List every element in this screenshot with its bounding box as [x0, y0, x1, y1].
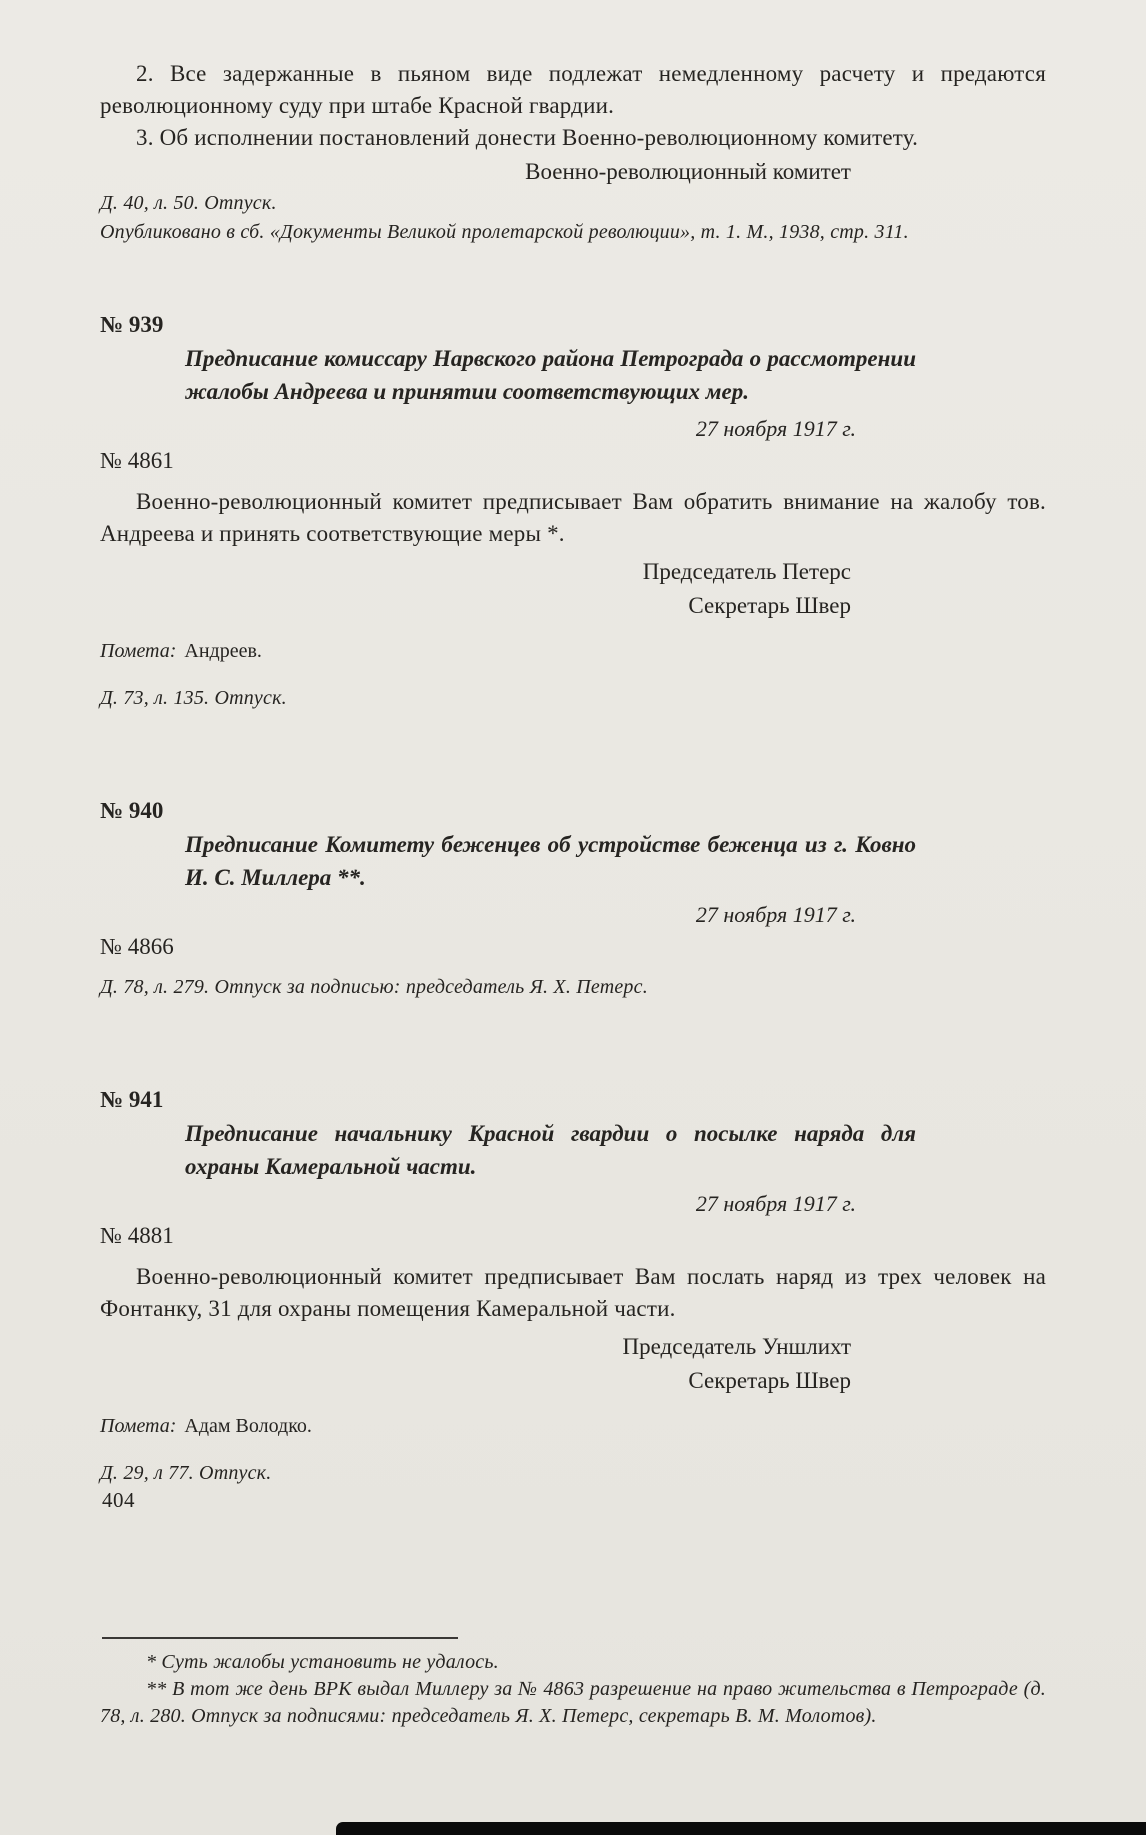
note-line: [100, 638, 1046, 665]
signature-secretary: Секретарь Швер: [688, 1368, 851, 1393]
footnote-1: * Суть жалобы установить не удалось.: [146, 1651, 499, 1673]
registry-number: № 4861: [100, 448, 174, 473]
footnote-2: ** В тот же день ВРК выдал Миллеру за № 4863 разрешение на право жительства в Петрограде (д. 78, л. 280. Отпуск за подписями: председатель Я. Х. Петерс, секретарь В. М. Молотов).: [100, 1678, 1046, 1727]
document-939: [100, 312, 1046, 712]
document-number: № 939: [100, 312, 164, 337]
document-940: [100, 798, 1046, 1001]
document-body: Военно-революционный комитет предписывает Вам обратить внимание на жалобу тов. Андреева и принять соответствующие меры *.: [100, 489, 1046, 546]
document-date: 27 ноября 1917 г.: [695, 902, 856, 927]
archive-reference: Д. 73, л. 135. Отпуск.: [100, 687, 287, 709]
document-title: Предписание Комитету беженцев об устройстве беженца из г. Ковно И. С. Миллера **.: [185, 832, 916, 890]
document-date: 27 ноября 1917 г.: [695, 1191, 856, 1216]
note-value: Андреев.: [184, 640, 262, 662]
document-title: Предписание начальнику Красной гвардии о посылке наряда для охраны Камеральной части.: [185, 1121, 916, 1179]
archive-reference: Д. 40, л. 50. Отпуск.: [100, 192, 277, 214]
signature-chairman: Председатель Уншлихт: [622, 1334, 851, 1359]
note-label: Помета:: [100, 1415, 177, 1437]
footnote-separator: [102, 1637, 458, 1639]
publication-reference: Опубликовано в сб. «Документы Великой пролетарской революции», т. 1. М., 1938, стр. 311.: [100, 221, 909, 243]
archive-reference: Д. 29, л 77. Отпуск.: [100, 1462, 272, 1484]
document-body: Военно-революционный комитет предписывает Вам послать наряд из трех человек на Фонтанку, 31 для охраны помещения Камеральной части.: [100, 1264, 1046, 1321]
registry-number: № 4881: [100, 1223, 174, 1248]
signature-block: [100, 1331, 1046, 1397]
document-941: [100, 1087, 1046, 1487]
document-number: № 940: [100, 798, 164, 823]
paragraph-item-3: 3. Об исполнении постановлений донести Военно-революционному комитету.: [136, 125, 919, 150]
paragraph-item-2: 2. Все задержанные в пьяном виде подлежат немедленному расчету и предаются революционному суду при штабе Красной гвардии.: [100, 61, 1046, 118]
note-label: Помета:: [100, 640, 177, 662]
document-date: 27 ноября 1917 г.: [695, 416, 856, 441]
note-value: Адам Володко.: [184, 1415, 312, 1437]
footnotes: [100, 1637, 1046, 1730]
note-line: [100, 1413, 1046, 1440]
document-title: Предписание комиссару Нарвского района Петрограда о рассмотрении жалобы Андреева и принятии соответствующих мер.: [185, 346, 916, 404]
page-number: 404: [102, 1488, 135, 1512]
signature-secretary: Секретарь Швер: [688, 593, 851, 618]
signature-chairman: Председатель Петерс: [642, 559, 851, 584]
archive-reference: Д. 78, л. 279. Отпуск за подписью: председатель Я. Х. Петерс.: [100, 976, 648, 998]
scan-edge-artifact: [336, 1822, 1146, 1835]
previous-document-tail: [100, 58, 1046, 246]
document-number: № 941: [100, 1087, 164, 1112]
signature-block: [100, 556, 1046, 622]
registry-number: № 4866: [100, 934, 174, 959]
signature-line: Военно-революционный комитет: [525, 159, 851, 184]
